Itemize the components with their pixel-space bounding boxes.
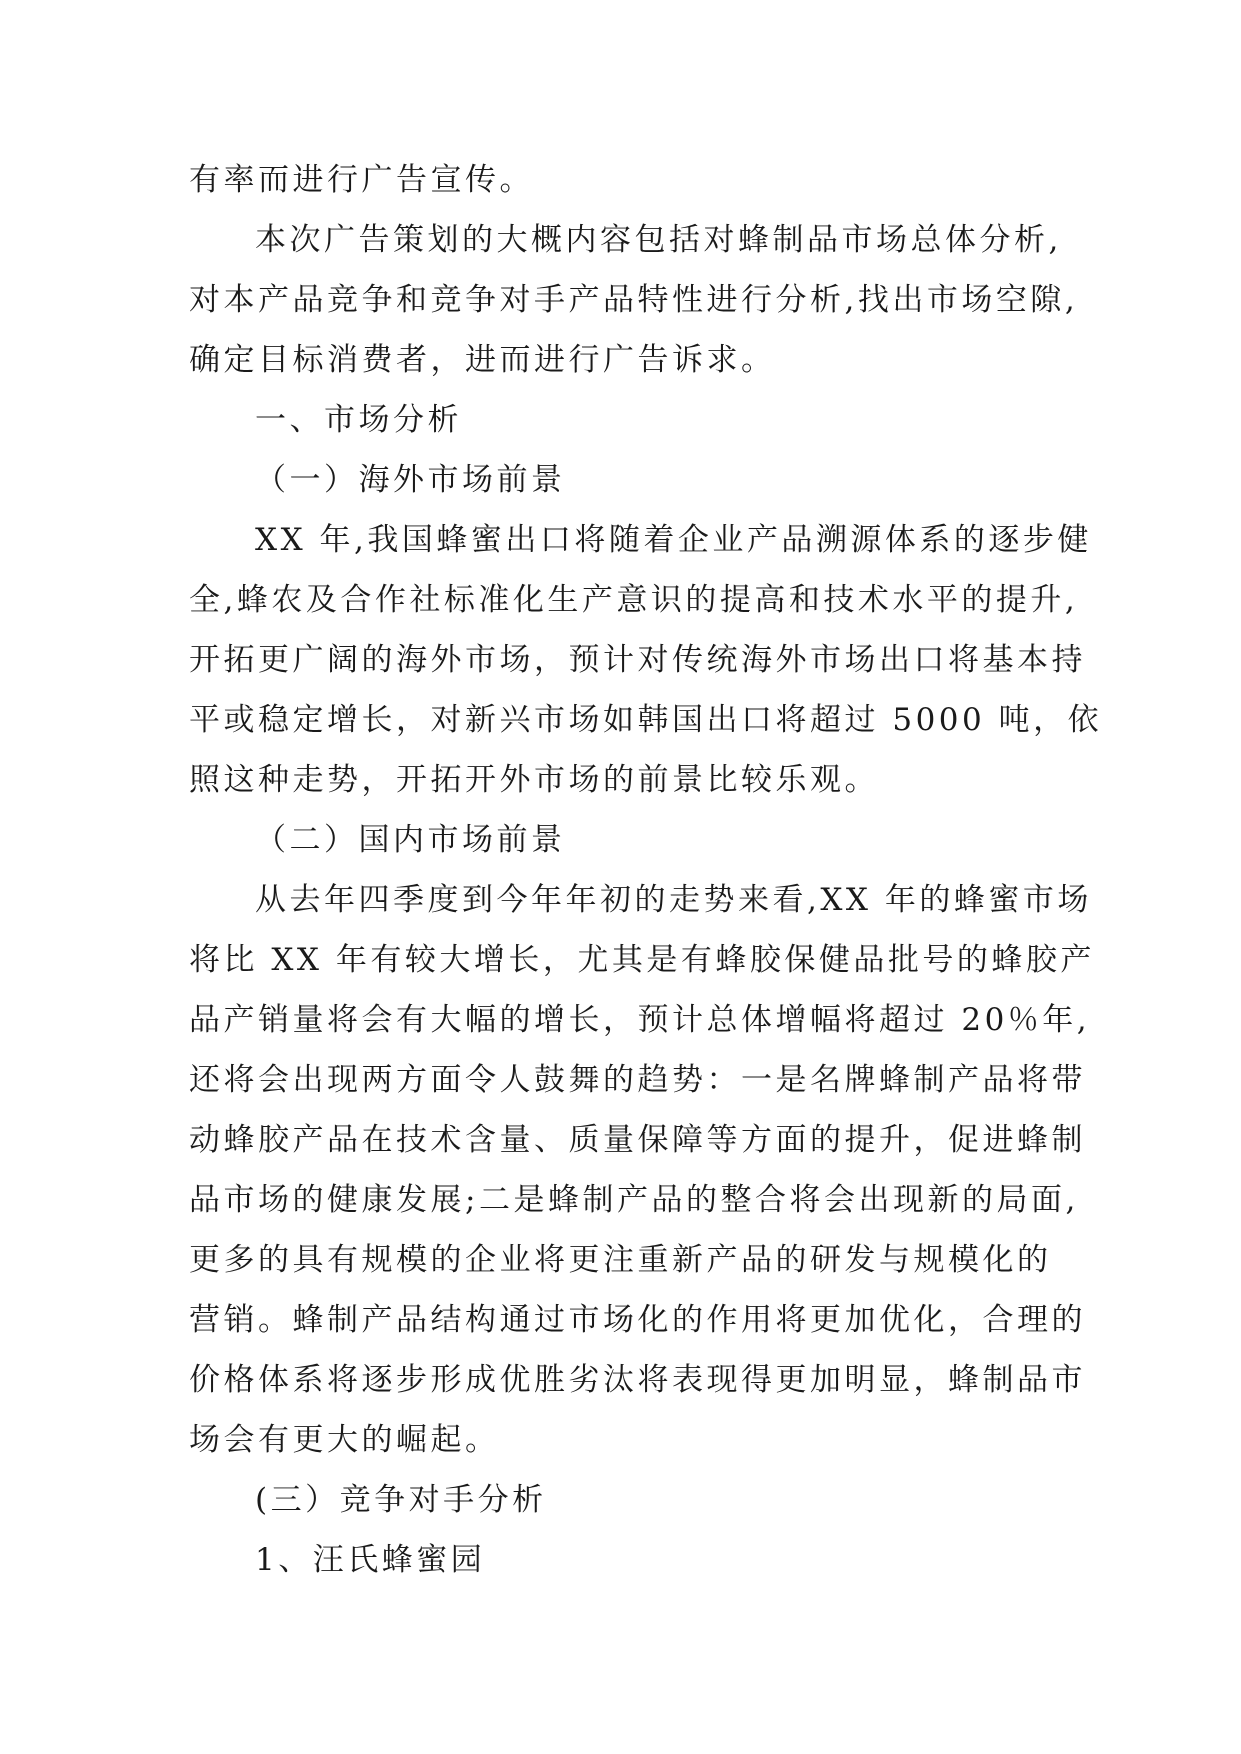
paragraph-line: XX 年,我国蜂蜜出口将随着企业产品溯源体系的逐步健	[255, 522, 1092, 558]
paragraph-line: 品产销量将会有大幅的增长，预计总体增幅将超过 20％年,	[189, 1002, 1091, 1038]
paragraph-line: 品市场的健康发展;二是蜂制产品的整合将会出现新的局面,	[189, 1182, 1079, 1218]
subsection-heading: (三）竞争对手分析	[255, 1482, 547, 1518]
paragraph-line: 平或稳定增长，对新兴市场如韩国出口将超过 5000 吨，依	[189, 702, 1103, 738]
section-heading: 一、市场分析	[255, 402, 462, 438]
document-body	[189, 150, 1103, 1590]
paragraph-line: 还将会出现两方面令人鼓舞的趋势：一是名牌蜂制产品将带	[189, 1062, 1086, 1098]
paragraph-line: 开拓更广阔的海外市场，预计对传统海外市场出口将基本持	[189, 642, 1086, 678]
paragraph-line: 本次广告策划的大概内容包括对蜂制品市场总体分析,	[255, 222, 1062, 258]
paragraph-line: 对本产品竞争和竞争对手产品特性进行分析,找出市场空隙,	[189, 282, 1079, 318]
paragraph-line: 将比 XX 年有较大增长，尤其是有蜂胶保健品批号的蜂胶产	[189, 942, 1095, 978]
paragraph-line: 照这种走势，开拓开外市场的前景比较乐观。	[189, 762, 879, 798]
subsection-heading: （一）海外市场前景	[255, 462, 566, 498]
paragraph-line: 营销。蜂制产品结构通过市场化的作用将更加优化，合理的	[189, 1302, 1086, 1338]
paragraph-line: 动蜂胶产品在技术含量、质量保障等方面的提升，促进蜂制	[189, 1122, 1086, 1158]
paragraph-line: 从去年四季度到今年年初的走势来看,XX 年的蜂蜜市场	[255, 882, 1092, 918]
paragraph-line: 更多的具有规模的企业将更注重新产品的研发与规模化的	[189, 1242, 1052, 1278]
paragraph-line: 有率而进行广告宣传。	[189, 162, 534, 198]
paragraph-line: 场会有更大的崛起。	[189, 1422, 500, 1458]
list-item-heading: 1、汪氏蜂蜜园	[255, 1542, 486, 1578]
paragraph-line: 价格体系将逐步形成优胜劣汰将表现得更加明显，蜂制品市	[189, 1362, 1086, 1398]
paragraph-line: 确定目标消费者，进而进行广告诉求。	[189, 342, 776, 378]
paragraph-line: 全,蜂农及合作社标准化生产意识的提高和技术水平的提升,	[189, 582, 1079, 618]
subsection-heading: （二）国内市场前景	[255, 822, 566, 858]
